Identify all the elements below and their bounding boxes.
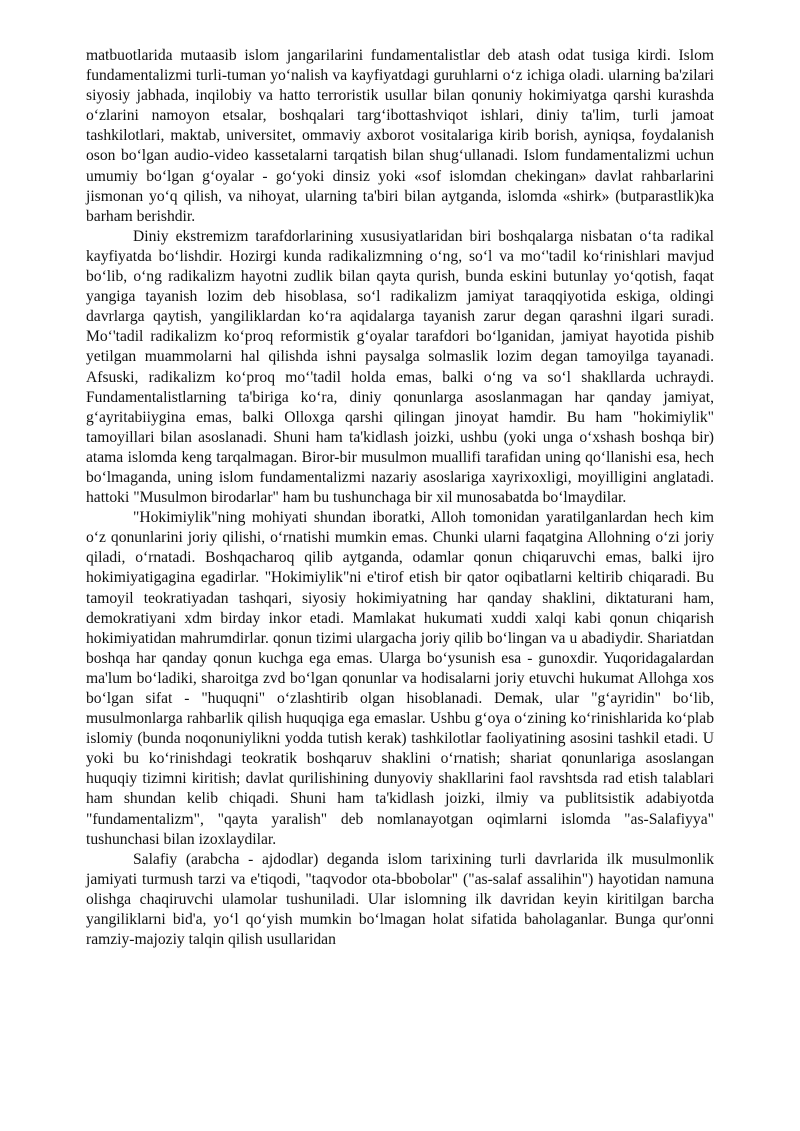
paragraph-4: Salafiy (arabcha - ajdodlar) deganda islom tarixining turli davrlarida ilk musulmonlik jamiyati turmush tarzi va e'tiqodi, "taqvodor ota-bbobolar" ("as-salaf assalihin") hayotidan namuna olishga chaqiruvchi ulamolar tushuniladi. Ular islomning ilk davridan keyin kiritilgan barcha yangiliklarni bid'a, yo‘l qo‘yish mumkin bo‘lmagan holat sifatida baholaganlar. Bunga qur'onni ramziy-majoziy talqin qilish usullaridan <box>86 850 714 949</box>
paragraph-3: "Hokimiylik"ning mohiyati shundan iboratki, Alloh tomonidan yaratilganlardan hech kim o‘z qonunlarini joriy qilishi, o‘rnatishi mumkin emas. Chunki ularni faqatgina Allohning o‘zi joriy qiladi, o‘rnatadi. Boshqacharoq qilib aytganda, odamlar qonun chiqaruvchi emas, balki ijro hokimiyatigagina egadirlar. "Hokimiylik"ni e'tirof etish bir qator oqibatlarni keltirib chiqaradi. Bu tamoyil teokratiyadan tashqari, siyosiy hokimiyatning har qanday shaklini, diktaturani ham, demokratiyani xdm birday inkor etadi. Mamlakat hukumati xuddi xalqi kabi qonun chiqarish hokimiyatidan mahrumdirlar. qonun tizimi ulargacha joriy qilib bo‘lingan va u abadiydir. Shariatdan boshqa har qanday qonun kuchga ega emas. Ularga bo‘ysunish esa - gunoxdir. Yuqoridagalardan ma'lum bo‘ladiki, sharoitga zvd bo‘lgan qonunlar va hodisalarni joriy etuvchi hukumat Allohga xos bo‘lgan sifat - "huquqni" o‘zlashtirib olgan hisoblanadi. Demak, ular "g‘ayridin" bo‘lib, musulmonlarga rahbarlik qilish huquqiga ega emaslar. Ushbu g‘oya o‘zining ko‘rinishlarida ko‘plab islomiy (bunda noqonuniylikni yodda tutish kerak) tashkilotlar faoliyatining asosini tashkil etadi. U yoki bu ko‘rinishdagi teokratik boshqaruv shaklini o‘rnatish; shariat qonunlariga asoslangan huquqiy tizimni kiritish; davlat qurilishining dunyoviy shakllarini faol ravshtsda rad etish talablari ham shundan kelib chiqadi. Shuni ham ta'kidlash joizki, ilmiy va publitsistik adabiyotda "fundamentalizm", "qayta yaralish" deb nomlanayotgan oqimlarni islomda "as-Salafiyya" tushunchasi bilan izoxlaydilar. <box>86 509 714 848</box>
paragraph-2: Diniy ekstremizm tarafdorlarining xususiyatlaridan biri boshqalarga nisbatan o‘ta radikal kayfiyatda bo‘lishdir. Hozirgi kunda radikalizmning o‘ng, so‘l va mo‘'tadil ko‘rinishlari mavjud bo‘lib, o‘ng radikalizm hayotni zudlik bilan qayta qurish, bunda eskini butunlay yo‘qotish, faqat yangiga tayanish lozim deb hisoblasa, so‘l radikalizm jamiyat taraqqiyotida eskiga, oldingi davrlarga qaytish, yangiliklardan ko‘ra aqidalarga tayanish zarur degan qarashni ilgari suradi. Mo‘'tadil radikalizm ko‘proq reformistik g‘oyalar tarafdori bo‘lganidan, jamiyat hayotida pishib yetilgan muammolarni hal qilishda ishni paysalga solmaslik lozim degan tamoyilga tayanadi. Afsuski, radikalizm ko‘proq mo‘'tadil holda emas, balki o‘ng va so‘l shakllarda uchraydi. Fundamentalistlarning ta'biriga ko‘ra, diniy qonunlarga asoslanmagan har qanday jamiyat, g‘ayritabiiygina emas, balki Olloxga qarshi qilingan jinoyat hamdir. Bu ham "hokimiylik" tamoyillari bilan asoslanadi. Shuni ham ta'kidlash joizki, ushbu (yoki unga o‘xshash boshqa bir) atama islomda keng tarqalmagan. Biror-bir musulmon muallifi tarafidan uning qo‘llanishi esa, hech bo‘lmaganda, uning islom fundamentalizmi nazariy asoslariga xayrixoxligi, moyilligini anglatadi. hattoki "Musulmon birodarlar" ham bu tushunchaga bir xil munosabatda bo‘lmaydilar. <box>86 227 714 507</box>
paragraph-1: matbuotlarida mutaasib islom jangarilarini fundamentalistlar deb atash odat tusiga kirdi. Islom fundamentalizmi turli-tuman yo‘nalish va kayfiyatdagi guruhlarni o‘z ichiga oladi. ularning ba'zilari siyosiy jabhada, inqilobiy va hatto terroristik usullar bilan qonuniy hokimiyatga qarshi kurashda o‘zlarini namoyon etsalar, boshqalari targ‘ibottashviqot ishlari, diniy ta'lim, turli jamoat tashkilotlari, maktab, universitet, ommaviy axborot vositalariga kirib borish, ayniqsa, foydalanish oson bo‘lgan audio-video kassetalarni tarqatish bilan shug‘ullanadi. Islom fundamentalizmi uchun umumiy bo‘lgan g‘oyalar - go‘yoki dinsiz yoki «sof islomdan chekingan» davlat rahbarlarini jismonan yo‘q qilish, va nihoyat, ularning ta'biri bilan aytganda, islomda «shirk» (butparastlik)ka barham berishdir. <box>86 47 714 225</box>
document-page <box>86 46 714 950</box>
